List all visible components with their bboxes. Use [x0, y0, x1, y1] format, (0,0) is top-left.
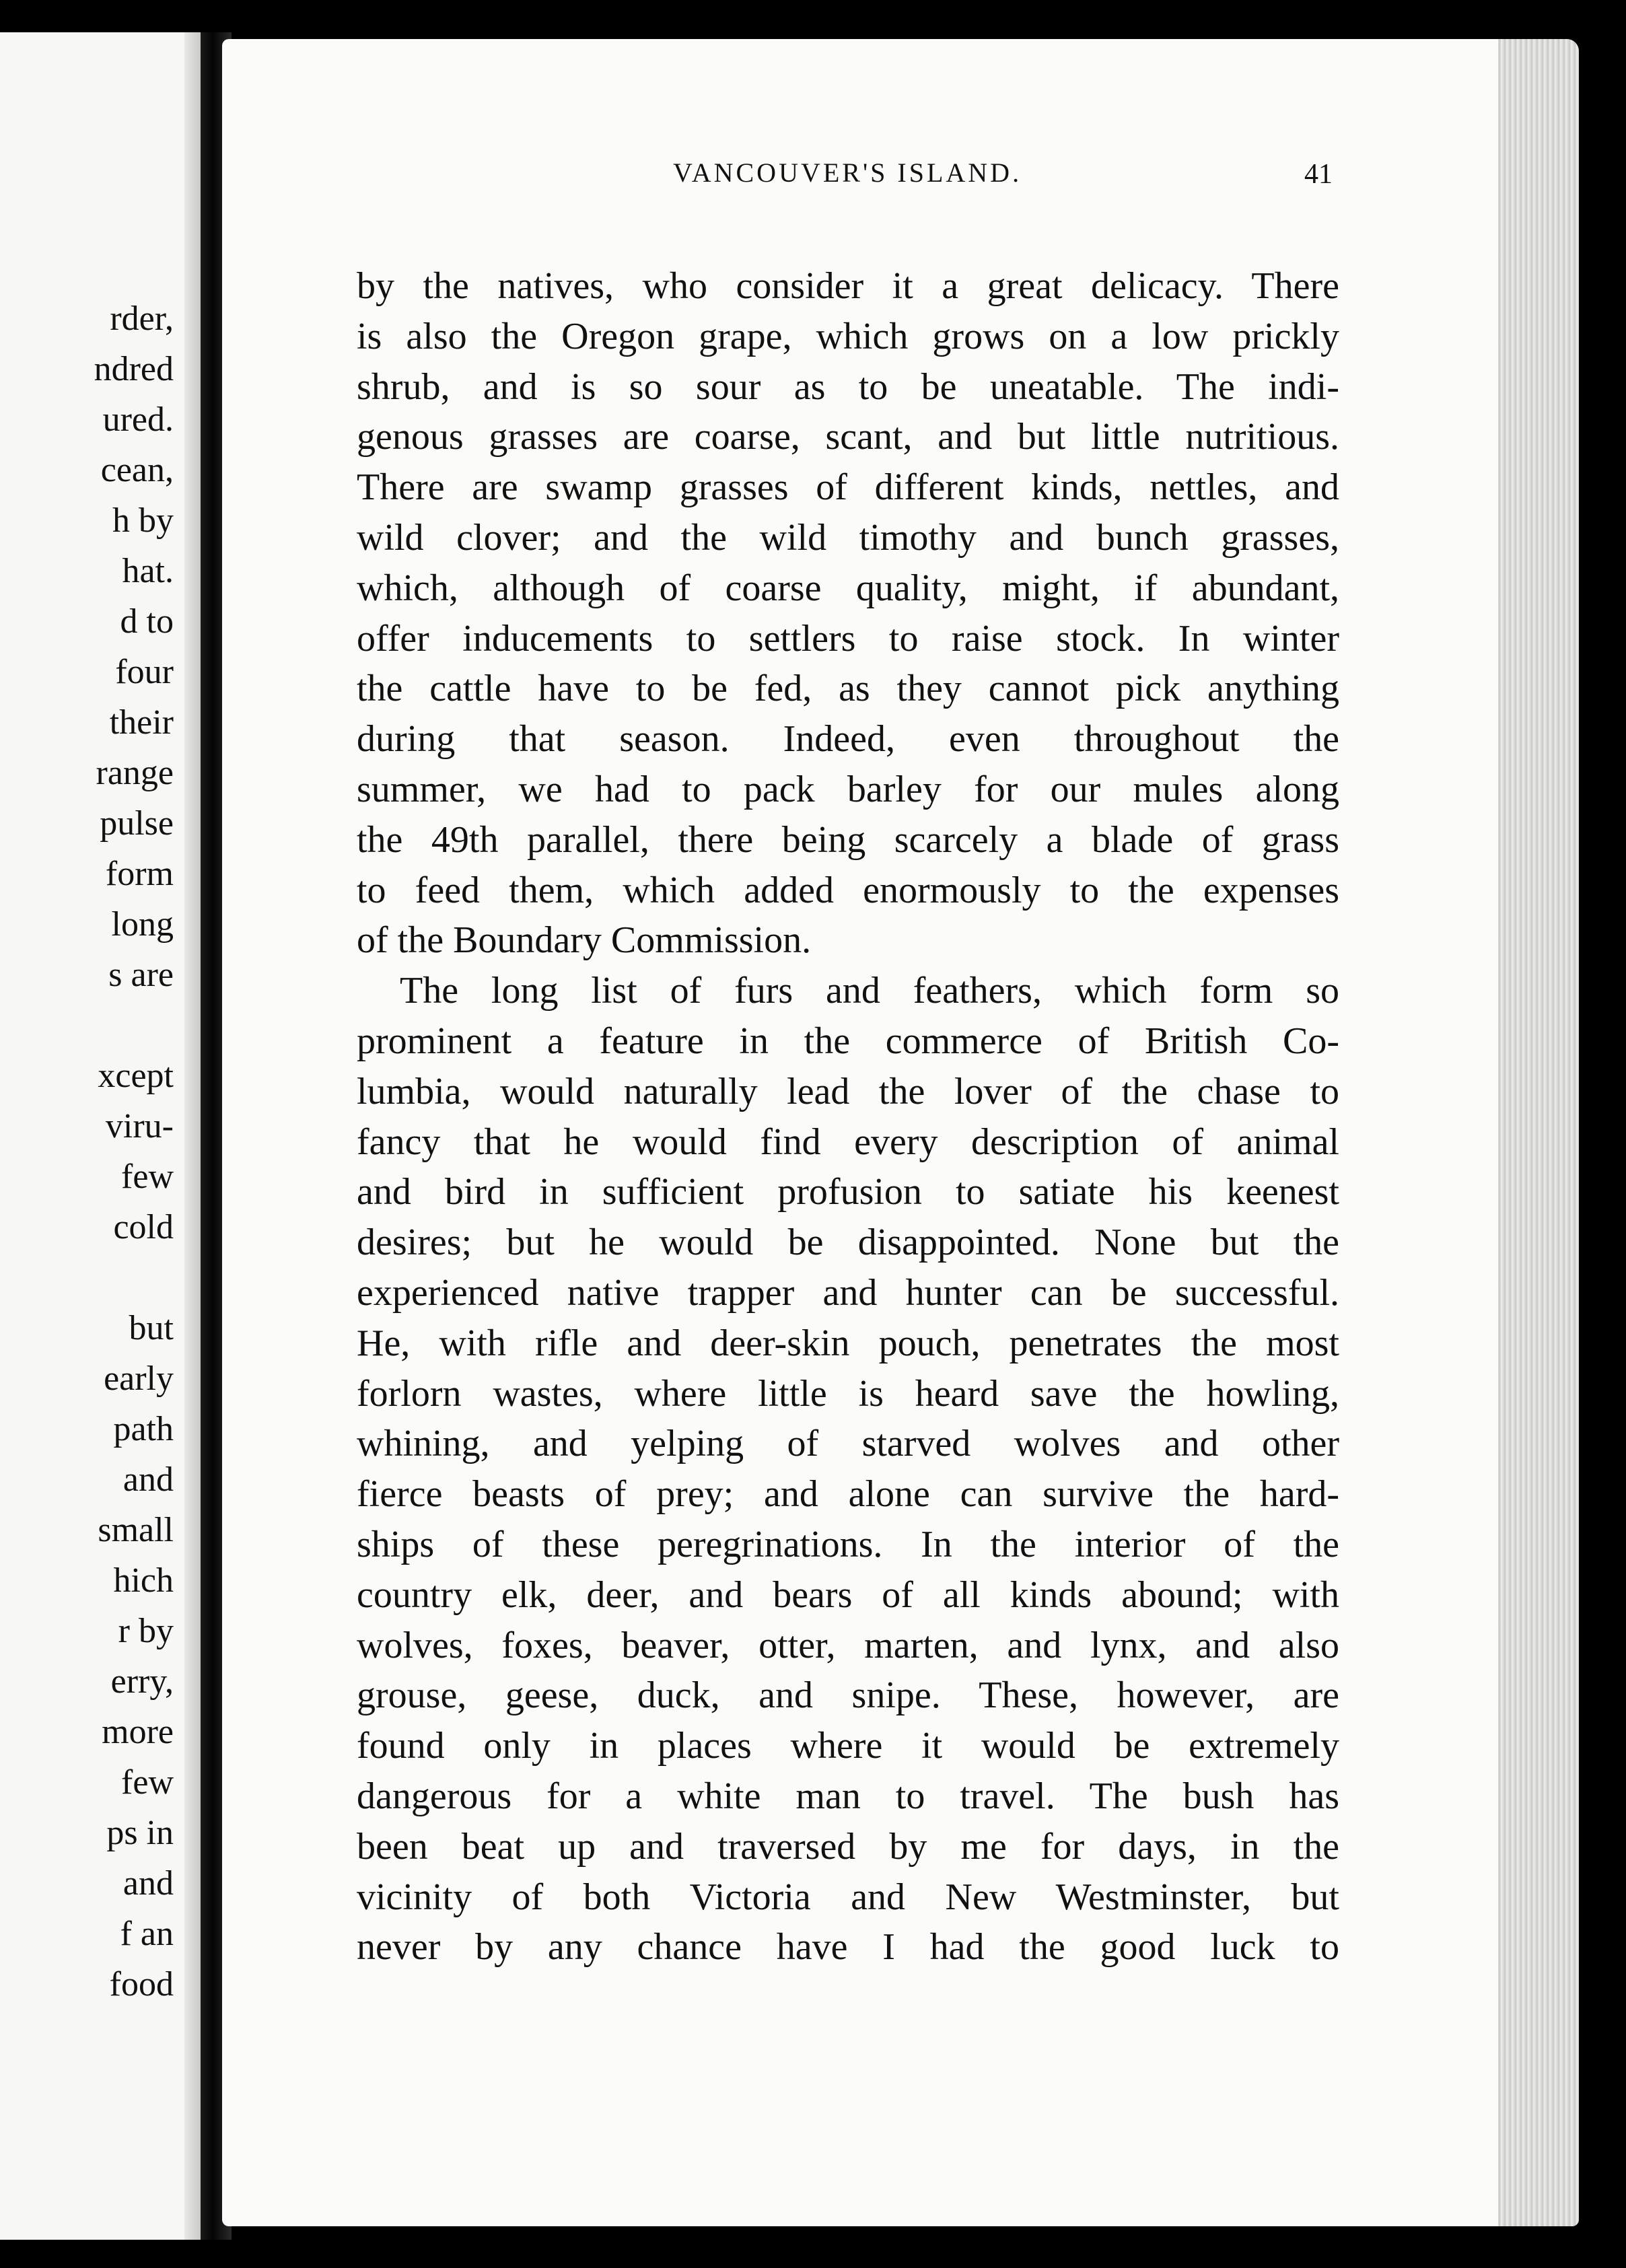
left-page-fragment — [94, 1252, 174, 1303]
page-number: 41 — [1304, 159, 1333, 190]
text-line: He, with rifle and deer-skin pouch, penetrates the most — [357, 1322, 1339, 1364]
text-line: shrub, and is so sour as to be uneatable. The indi- — [357, 365, 1339, 408]
left-page-fragment: path — [113, 1410, 174, 1448]
left-page-fragment: s are — [108, 956, 174, 994]
left-page-gutter-shadow — [184, 32, 201, 2240]
left-page-fragment: erry, — [110, 1662, 174, 1701]
text-line: of the Boundary Commission. — [357, 919, 812, 962]
left-page-fragment: rder, — [110, 299, 174, 338]
text-line: lumbia, would naturally lead the lover of the chase to — [357, 1070, 1339, 1112]
text-line: and bird in sufficient profusion to satiate his keenest — [357, 1171, 1339, 1213]
left-page-fragment: form — [105, 855, 174, 893]
paragraph-start-line: The long list of furs and feathers, which form so — [400, 970, 1339, 1012]
text-line: dangerous for a white man to travel. The bush has — [357, 1775, 1339, 1817]
text-line: fancy that he would find every description of animal — [357, 1121, 1339, 1163]
left-page-fragment — [94, 1000, 174, 1051]
text-line: during that season. Indeed, even throughout the — [357, 718, 1339, 760]
body-text — [357, 261, 1339, 1973]
left-page-fragment: food — [109, 1965, 174, 2004]
left-page-fragment: f an — [120, 1915, 174, 1953]
text-line: There are swamp grasses of different kinds, nettles, and — [357, 466, 1339, 509]
left-page-fragment: ps in — [106, 1814, 174, 1852]
left-page-fragment: d to — [120, 602, 174, 641]
running-head — [444, 149, 1333, 197]
left-page — [0, 32, 201, 2240]
text-line: by the natives, who consider it a great delicacy. There — [357, 265, 1339, 307]
text-line: grouse, geese, duck, and snipe. These, however, are — [357, 1674, 1339, 1717]
text-line: ships of these peregrinations. In the interior of the — [357, 1523, 1339, 1565]
text-line: vicinity of both Victoria and New Westminster, but — [357, 1876, 1339, 1918]
running-title: VANCOUVER'S ISLAND. — [673, 157, 1022, 188]
text-line: to feed them, which added enormously to the expenses — [357, 869, 1339, 911]
left-page-fragment: viru- — [105, 1107, 174, 1145]
text-line: offer inducements to settlers to raise stock. In winter — [357, 617, 1339, 660]
text-line: genous grasses are coarse, scant, and but little nutritious. — [357, 416, 1339, 458]
text-line: fierce beasts of prey; and alone can survive the hard- — [357, 1473, 1339, 1516]
left-page-fragment: r by — [118, 1612, 174, 1650]
left-page-fragment: few — [121, 1763, 174, 1802]
left-page-fragment: hich — [113, 1561, 174, 1600]
left-page-fragment: small — [98, 1511, 174, 1549]
text-line: the 49th parallel, there being scarcely a blade of grass — [357, 818, 1339, 861]
text-line: desires; but he would be disappointed. None but the — [357, 1221, 1339, 1264]
text-line: prominent a feature in the commerce of British Co- — [357, 1020, 1339, 1062]
left-page-fragment: and — [122, 1460, 174, 1499]
text-line: wild clover; and the wild timothy and bunch grasses, — [357, 516, 1339, 559]
text-line: summer, we had to pack barley for our mules along — [357, 768, 1339, 810]
text-line: is also the Oregon grape, which grows on a low prickly — [357, 315, 1339, 357]
text-line: never by any chance have I had the good luck to — [357, 1926, 1339, 1969]
left-page-fragment: long — [111, 905, 174, 944]
text-line: the cattle have to be fed, as they cannot pick anything — [357, 668, 1339, 710]
left-page-fragment: hat. — [122, 552, 174, 590]
text-line: which, although of coarse quality, might, if abundant, — [357, 567, 1339, 609]
text-line: experienced native trapper and hunter can be successful. — [357, 1271, 1339, 1314]
page-edge — [1498, 39, 1579, 2226]
left-page-fragment: range — [96, 754, 174, 792]
left-page-fragment: but — [129, 1309, 174, 1347]
text-line: found only in places where it would be extremely — [357, 1725, 1339, 1767]
left-page-fragment: xcept — [98, 1057, 174, 1095]
left-page-fragment: h by — [112, 501, 174, 540]
text-line: forlorn wastes, where little is heard save the howling, — [357, 1372, 1339, 1415]
left-page-fragment: pulse — [100, 804, 174, 843]
left-page-fragment: their — [109, 703, 174, 742]
text-line: been beat up and traversed by me for days, in the — [357, 1825, 1339, 1868]
text-line: whining, and yelping of starved wolves and other — [357, 1423, 1339, 1465]
left-page-fragment: cold — [113, 1208, 174, 1246]
left-page-fragment: few — [121, 1158, 174, 1196]
left-page-fragment: more — [102, 1713, 174, 1751]
left-page-text-fragments — [94, 293, 174, 2010]
left-page-fragment: early — [104, 1359, 174, 1398]
left-page-fragment: and — [122, 1864, 174, 1903]
left-page-fragment: ndred — [94, 350, 174, 388]
text-line: country elk, deer, and bears of all kinds abound; with — [357, 1573, 1339, 1616]
left-page-fragment: cean, — [100, 451, 174, 489]
left-page-fragment: four — [115, 653, 174, 691]
text-line: wolves, foxes, beaver, otter, marten, and lynx, and also — [357, 1624, 1339, 1666]
left-page-fragment: ured. — [102, 400, 174, 439]
